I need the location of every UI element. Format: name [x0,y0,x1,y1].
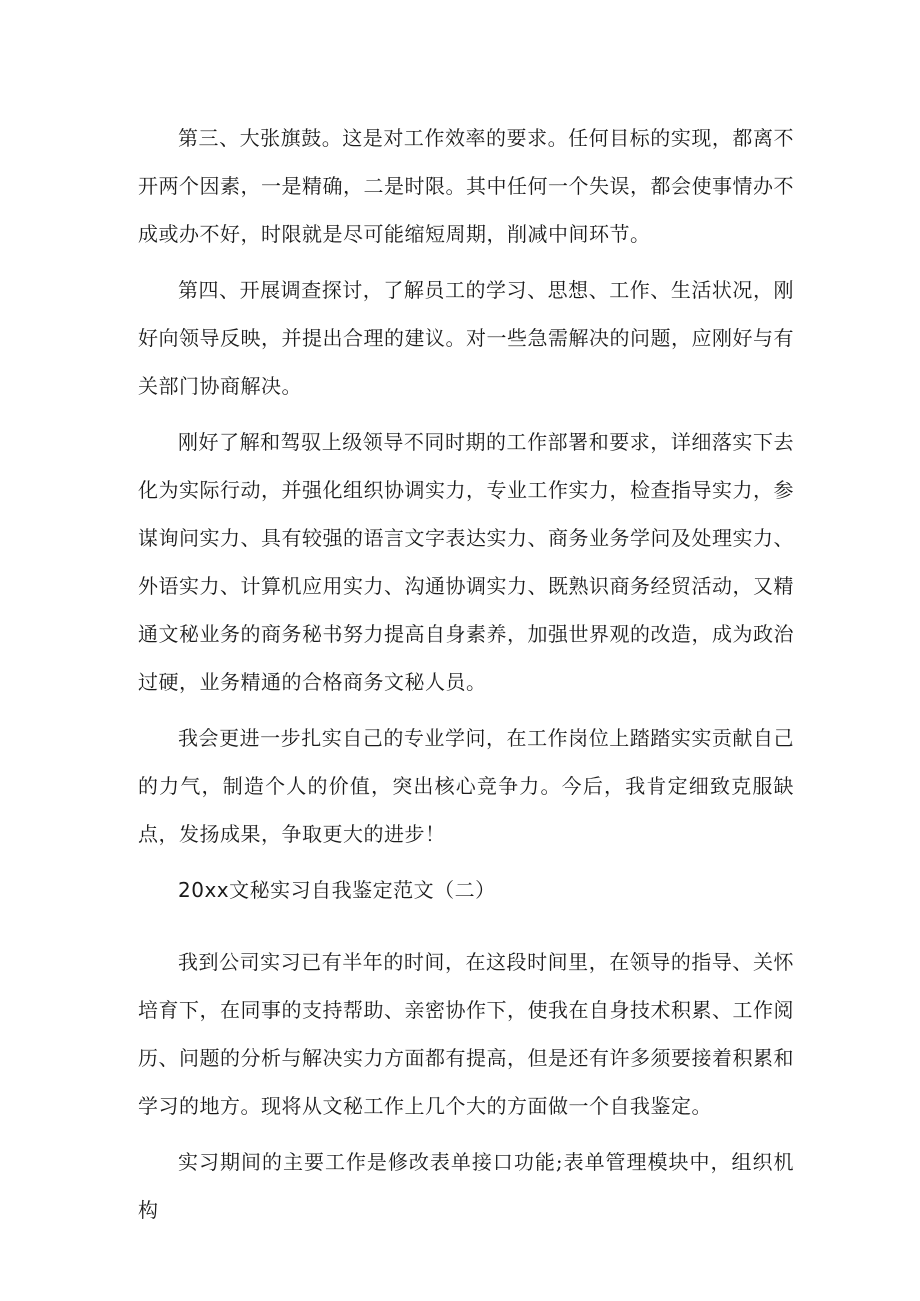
document-body [138,114,794,1242]
paragraph-internship-intro: 我到公司实习已有半年的时间，在这段时间里，在领导的指导、关怀培育下，在同事的支持帮助、亲密协作下，使我在自身技术积累、工作阅历、问题的分析与解决实力方面都有提高，但是还有许多须要接着积累和学习的地方。现将从文秘工作上几个大的方面做一个自我鉴定。 [138,950,794,1118]
section-heading: 20xx文秘实习自我鉴定范文（二） [178,878,496,902]
paragraph-fourth-point: 第四、开展调查探讨，了解员工的学习、思想、工作、生活状况，刚好向领导反映，并提出合理的建议。对一些急需解决的问题，应刚好与有关部门协商解决。 [138,278,794,398]
paragraph-leadership-deployment: 刚好了解和驾驭上级领导不同时期的工作部署和要求，详细落实下去化为实际行动，并强化组织协调实力，专业工作实力，检查指导实力，参谋询问实力、具有较强的语言文字表达实力、商务业务学问及处理实力、外语实力、计算机应用实力、沟通协调实力、既熟识商务经贸活动，又精通文秘业务的商务秘书努力提高自身素养，加强世界观的改造，成为政治过硬，业务精通的合格商务文秘人员。 [138,430,794,694]
paragraph-main-work: 实习期间的主要工作是修改表单接口功能;表单管理模块中，组织机构 [138,1150,794,1222]
paragraph-conclusion: 我会更进一步扎实自己的专业学问，在工作岗位上踏踏实实贡献自己的力气，制造个人的价值，突出核心竞争力。今后，我肯定细致克服缺点，发扬成果，争取更大的进步！ [138,726,794,846]
paragraph-third-point: 第三、大张旗鼓。这是对工作效率的要求。任何目标的实现，都离不开两个因素，一是精确，二是时限。其中任何一个失误，都会使事情办不成或办不好，时限就是尽可能缩短周期，削减中间环节。 [138,126,794,246]
